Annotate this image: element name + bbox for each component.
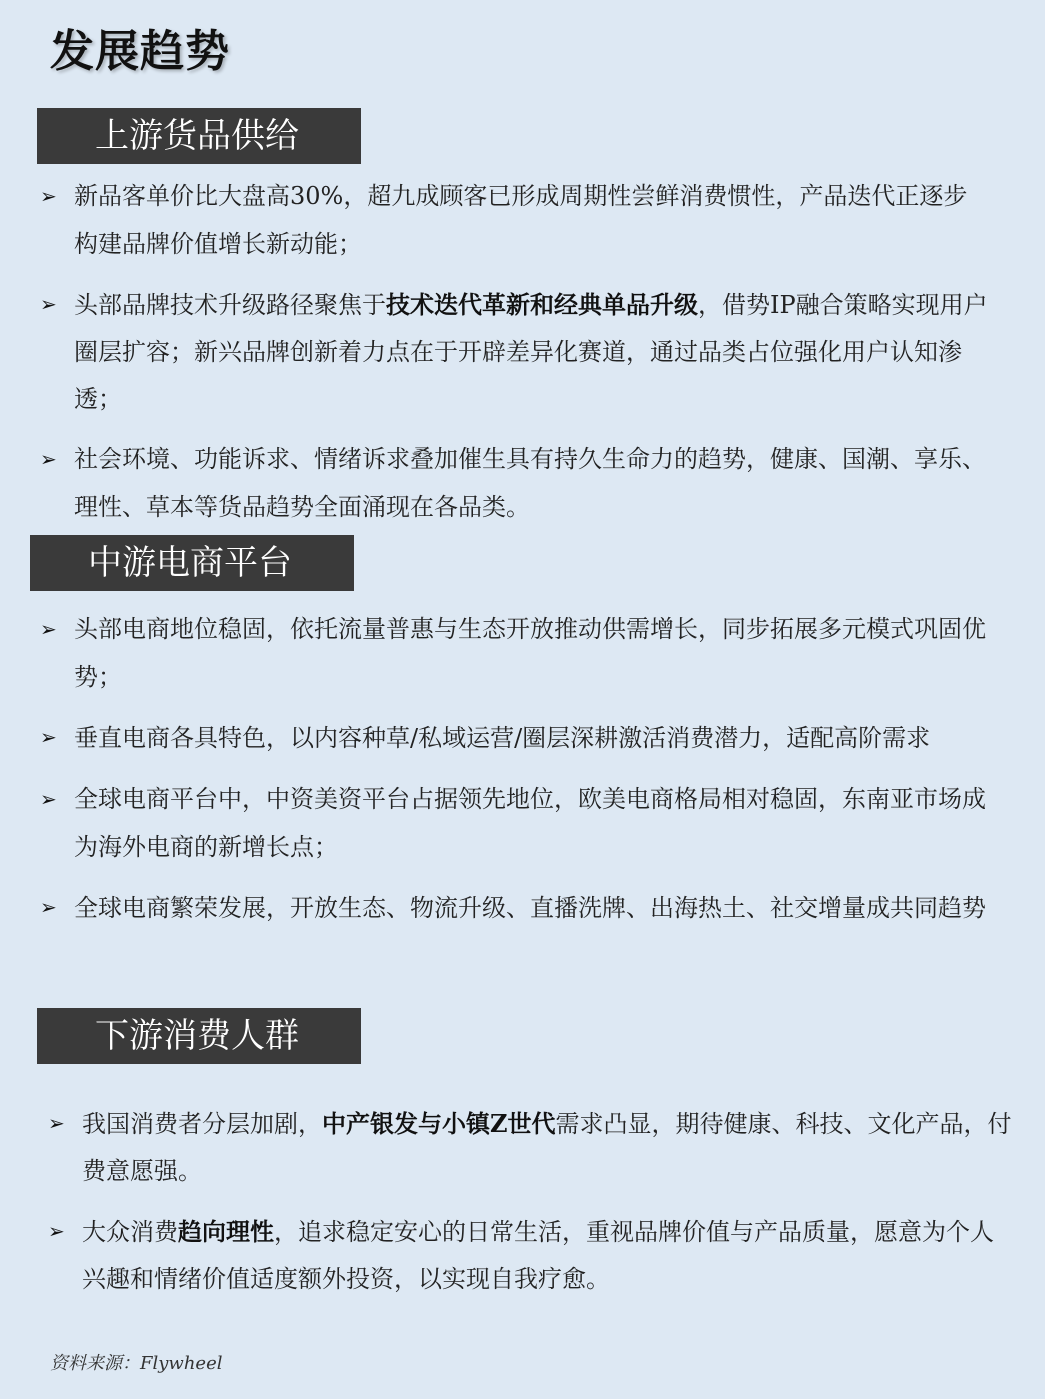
list-item [48,1100,1013,1195]
section-header-midstream: 中游电商平台 [30,535,354,591]
list-item [40,281,990,423]
arrow-bullet-icon: ➢ [40,292,57,316]
section-header-upstream: 上游货品供给 [37,108,361,164]
arrow-bullet-icon: ➢ [48,1219,65,1243]
arrow-bullet-icon: ➢ [40,787,57,811]
bullet-text: 全球电商平台中，中资美资平台占据领先地位，欧美电商格局相对稳固，东南亚市场成为海外电商的新增长点； [74,785,986,861]
arrow-bullet-icon: ➢ [40,184,57,208]
bullet-text: 新品客单价比大盘高30%，超九成顾客已形成周期性尝鲜消费惯性，产品迭代正逐步构建品牌价值增长新动能； [74,182,968,258]
arrow-bullet-icon: ➢ [40,895,57,919]
bullet-text: 社会环境、功能诉求、情绪诉求叠加催生具有持久生命力的趋势，健康、国潮、享乐、理性、草本等货品趋势全面涌现在各品类。 [74,445,986,521]
list-item [40,776,990,871]
list-item [40,436,990,531]
list-item [40,606,990,701]
page-title: 发展趋势 [50,26,230,77]
bullet-text: 我国消费者分层加剧，中产银发与小镇Z世代需求凸显，期待健康、科技、文化产品，付费意愿强。 [82,1109,1012,1185]
arrow-bullet-icon: ➢ [40,725,57,749]
list-item [40,884,990,932]
arrow-bullet-icon: ➢ [48,1111,65,1135]
bullet-text: 大众消费趋向理性，追求稳定安心的日常生活，重视品牌价值与产品质量，愿意为个人兴趣和情绪价值适度额外投资，以实现自我疗愈。 [82,1217,994,1293]
list-item [40,173,990,268]
source-note: 资料来源：Flywheel [50,1353,223,1374]
bullet-text: 垂直电商各具特色，以内容种草/私域运营/圈层深耕激活消费潜力，适配高阶需求 [74,724,931,752]
section-header-downstream: 下游消费人群 [37,1008,361,1064]
list-item [40,714,1020,762]
list-item [48,1208,1003,1303]
arrow-bullet-icon: ➢ [40,617,57,641]
bullet-text: 头部电商地位稳固，依托流量普惠与生态开放推动供需增长，同步拓展多元模式巩固优势； [74,615,986,691]
arrow-bullet-icon: ➢ [40,447,57,471]
bullet-text: 头部品牌技术升级路径聚焦于技术迭代革新和经典单品升级，借势IP融合策略实现用户圈层扩容；新兴品牌创新着力点在于开辟差异化赛道，通过品类占位强化用户认知渗透； [74,290,988,413]
bullet-text: 全球电商繁荣发展，开放生态、物流升级、直播洗牌、出海热土、社交增量成共同趋势 [74,894,986,922]
